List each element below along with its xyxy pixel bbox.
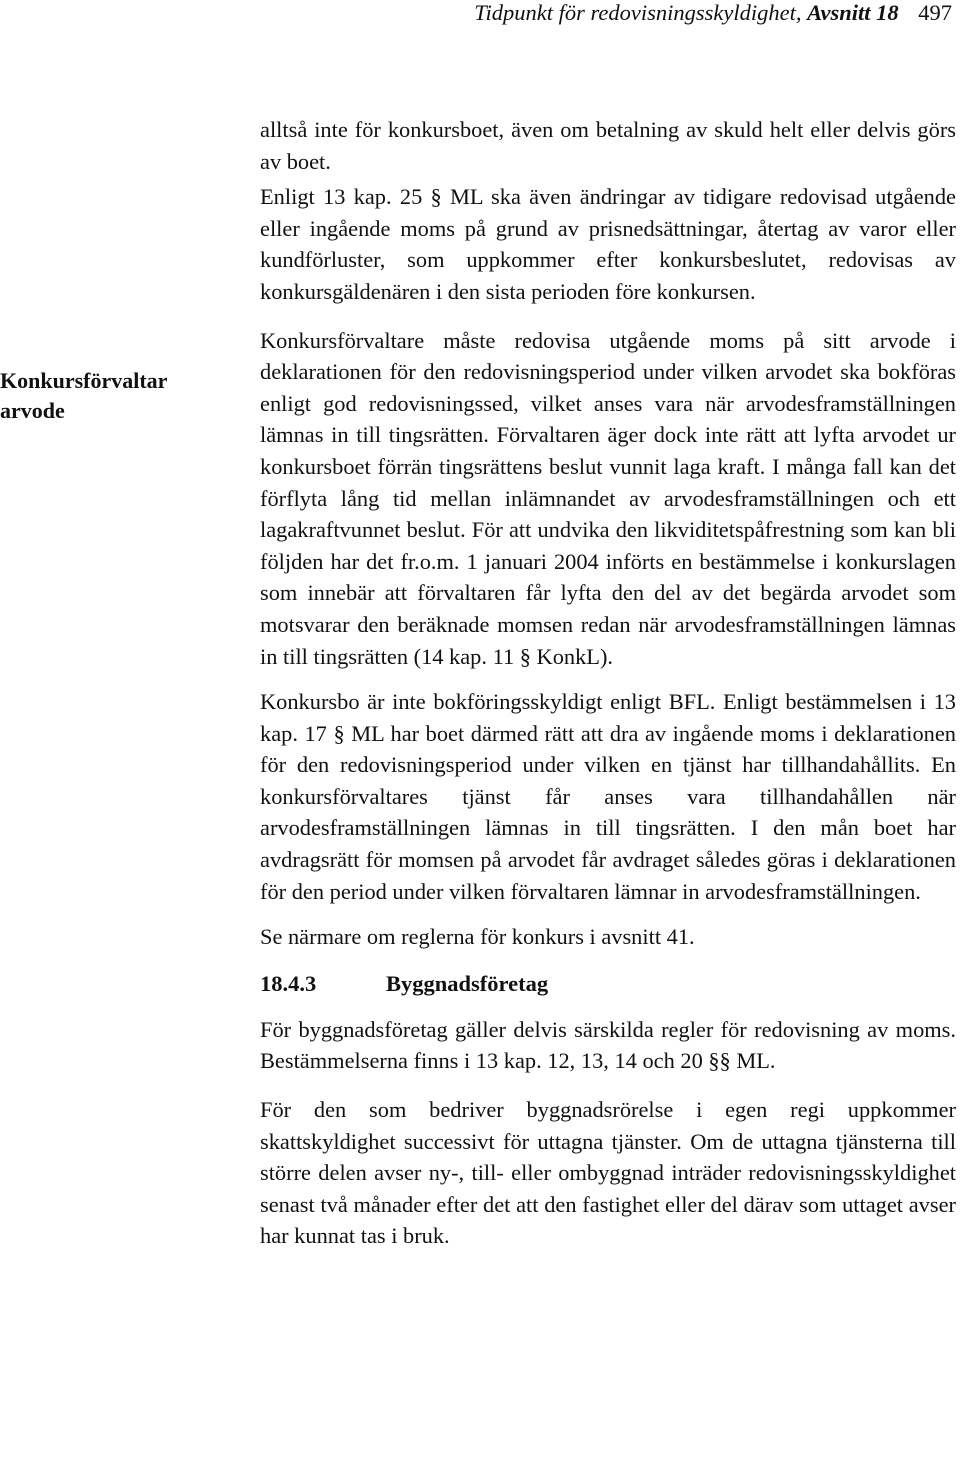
main-text: [260, 114, 956, 1252]
paragraph-5: Se närmare om reglerna för konkurs i avsnitt 41.: [260, 924, 695, 950]
section-title: Byggnadsföretag: [386, 970, 549, 996]
margin-note-line-1: Konkursförvaltar: [0, 368, 168, 393]
margin-note-line-2: arvode: [0, 398, 65, 423]
header-title: Tidpunkt för redovisningsskyldighet,: [474, 0, 802, 25]
section-number: 18.4.3: [260, 970, 317, 996]
paragraph-3: Konkursförvaltare måste redovisa utgående moms på sitt arvode i deklarationen för den redovisningsperiod under vilken arvodet ska bokföras enligt god redovisningssed, vilket anses vara när arvodesframställningen lämnas in till tingsrätten. Förvaltaren äger dock inte rätt att lyfta arvodet ur konkursboet förrän tingsrättens beslut vunnit laga kraft. I många fall kan det förflyta lång tid mellan inlämnandet av arvodesframställningen och ett lagakraftvunnet beslut. För att undvika den likviditetspåfrestning som kan bli följden har det fr.o.m. 1 januari 2004 införts en bestämmelse i konkurslagen som innebär att förvaltaren får lyfta den del av det begärda arvodet som motsvarar den beräknade momsen redan när arvodesframställningen lämnas in till tingsrätten (14 kap. 11 § KonkL).: [260, 327, 956, 669]
section-heading: [260, 968, 956, 1000]
paragraph-7: För den som bedriver byggnadsrörelse i egen regi uppkommer skattskyldighet successivt för uttagna tjänster. Om de uttagna tjänsterna till större delen avser ny-, till- eller ombyggnad inträder redovisningsskyldighet senast två månader efter det att den fastighet eller del därav som uttaget avser har kunnat tas i bruk.: [260, 1097, 956, 1249]
paragraph-6: För byggnadsföretag gäller delvis särskilda regler för redovisning av moms. Bestämmelserna finns i 13 kap. 12, 13, 14 och 20 §§ ML.: [260, 1016, 956, 1074]
paragraph-1: alltså inte för konkursboet, även om betalning av skuld helt eller delvis görs av boet.: [260, 117, 956, 174]
paragraph-4: Konkursbo är inte bokföringsskyldigt enligt BFL. Enligt bestämmelsen i 13 kap. 17 § ML har boet därmed rätt att dra av ingående moms i deklarationen för den redovisningsperiod under vilken en tjänst har tillhandahållits. En konkursförvaltares tjänst får anses vara tillhandahållen när arvodesframställningen lämnas in till tingsrätten. I den mån boet har avdragsrätt för momsen på arvodet får avdraget således göras i deklarationen för den period under vilken förvaltaren lämnar in arvodesframställningen.: [260, 689, 956, 904]
header-section: Avsnitt 18: [807, 0, 899, 25]
page-number: 497: [918, 0, 952, 25]
margin-note: [0, 366, 240, 426]
paragraph-2: Enligt 13 kap. 25 § ML ska även ändringar av tidigare redovisad utgående eller ingående moms på grund av prisnedsättningar, återtag av varor eller kundförluster, som uppkommer efter konkursbeslutet, redovisas av konkursgäldenären i den sista perioden före konkursen.: [260, 184, 956, 304]
running-header: [250, 0, 952, 32]
